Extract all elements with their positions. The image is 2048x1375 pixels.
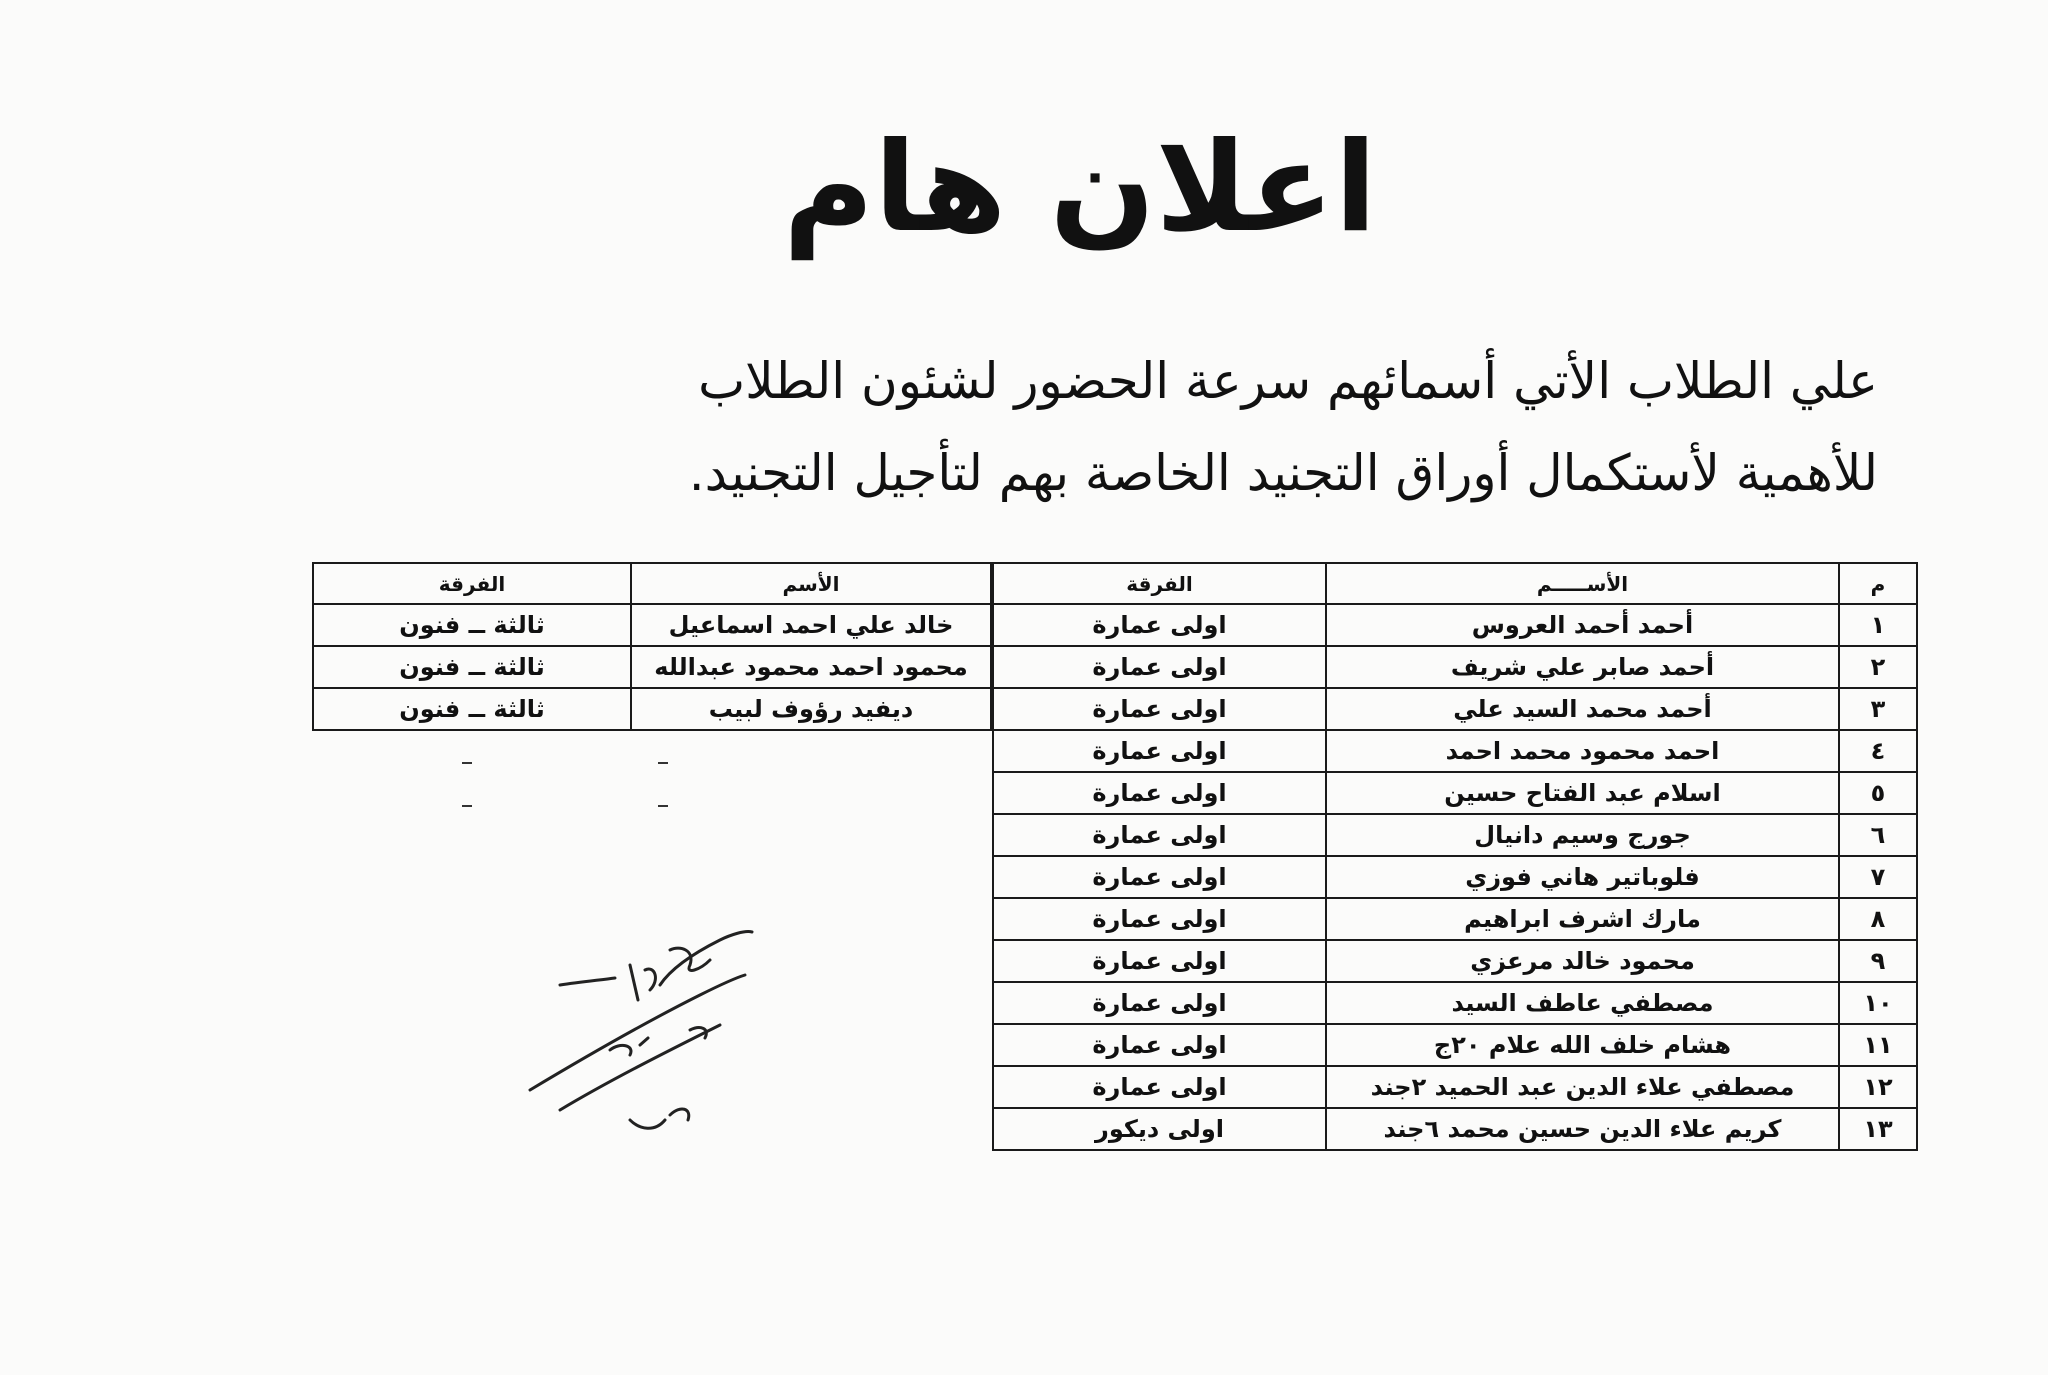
table-row (313, 646, 991, 688)
student-name: محمود احمد محمود عبدالله (631, 646, 991, 688)
announcement-title: اعلان هام (783, 116, 1377, 260)
student-name: مارك اشرف ابراهيم (1326, 898, 1839, 940)
student-division: اولى عمارة (993, 1066, 1326, 1108)
stray-mark (462, 805, 472, 807)
stray-mark (658, 805, 668, 807)
student-division: ثالثة ــ فنون (313, 688, 631, 730)
main-students-table (992, 562, 1918, 1151)
row-number: ٧ (1839, 856, 1917, 898)
header-name: الأسم (631, 563, 991, 604)
student-name: أحمد صابر علي شريف (1326, 646, 1839, 688)
student-division: اولى عمارة (993, 730, 1326, 772)
student-division: ثالثة ــ فنون (313, 646, 631, 688)
table-row (993, 814, 1917, 856)
student-name: مصطفي علاء الدين عبد الحميد ٢جند (1326, 1066, 1839, 1108)
table-row (993, 646, 1917, 688)
announcement-intro (318, 335, 1878, 519)
table-row (993, 688, 1917, 730)
student-name: مصطفي عاطف السيد (1326, 982, 1839, 1024)
table-row (993, 604, 1917, 646)
header-name: الأســـــم (1326, 563, 1839, 604)
table-row (993, 940, 1917, 982)
row-number: ٥ (1839, 772, 1917, 814)
student-division: اولى عمارة (993, 856, 1326, 898)
stray-mark (462, 762, 472, 764)
table-row (993, 856, 1917, 898)
student-division: اولى عمارة (993, 814, 1326, 856)
header-division: الفرقة (313, 563, 631, 604)
student-division: اولى عمارة (993, 1024, 1326, 1066)
table-row (313, 688, 991, 730)
table-row (993, 1108, 1917, 1150)
header-division: الفرقة (993, 563, 1326, 604)
table-row (313, 604, 991, 646)
student-division: اولى عمارة (993, 688, 1326, 730)
row-number: ١ (1839, 604, 1917, 646)
student-name: كريم علاء الدين حسين محمد ٦جند (1326, 1108, 1839, 1150)
header-num: م (1839, 563, 1917, 604)
row-number: ٣ (1839, 688, 1917, 730)
row-number: ٢ (1839, 646, 1917, 688)
table-row (993, 1024, 1917, 1066)
student-division: اولى عمارة (993, 646, 1326, 688)
handwritten-signature (520, 910, 780, 1150)
student-name: أحمد محمد السيد علي (1326, 688, 1839, 730)
row-number: ١٠ (1839, 982, 1917, 1024)
side-students-table (312, 562, 992, 731)
table-row (993, 730, 1917, 772)
student-name: هشام خلف الله علام ٢٠ج (1326, 1024, 1839, 1066)
intro-line-1: علي الطلاب الأتي أسمائهم سرعة الحضور لشئون الطلاب (698, 352, 1878, 410)
table-row (993, 1066, 1917, 1108)
row-number: ٦ (1839, 814, 1917, 856)
student-division: اولى عمارة (993, 982, 1326, 1024)
student-name: خالد علي احمد اسماعيل (631, 604, 991, 646)
student-division: اولى ديكور (993, 1108, 1326, 1150)
student-name: جورج وسيم دانيال (1326, 814, 1839, 856)
student-division: اولى عمارة (993, 898, 1326, 940)
student-name: احمد محمود محمد احمد (1326, 730, 1839, 772)
student-name: أحمد أحمد العروس (1326, 604, 1839, 646)
student-division: ثالثة ــ فنون (313, 604, 631, 646)
table-row (993, 982, 1917, 1024)
student-name: ديفيد رؤوف لبيب (631, 688, 991, 730)
student-name: فلوباتير هاني فوزي (1326, 856, 1839, 898)
row-number: ١٢ (1839, 1066, 1917, 1108)
table-row (993, 772, 1917, 814)
stray-mark (658, 762, 668, 764)
student-name: اسلام عبد الفتاح حسين (1326, 772, 1839, 814)
table-row (993, 898, 1917, 940)
student-division: اولى عمارة (993, 772, 1326, 814)
row-number: ٩ (1839, 940, 1917, 982)
student-division: اولى عمارة (993, 604, 1326, 646)
side-table-header-row (313, 563, 991, 604)
student-division: اولى عمارة (993, 940, 1326, 982)
row-number: ٤ (1839, 730, 1917, 772)
row-number: ١١ (1839, 1024, 1917, 1066)
row-number: ١٣ (1839, 1108, 1917, 1150)
intro-line-2: للأهمية لأستكمال أوراق التجنيد الخاصة بهم لتأجيل التجنيد. (688, 444, 1878, 502)
main-table-header-row (993, 563, 1917, 604)
row-number: ٨ (1839, 898, 1917, 940)
student-name: محمود خالد مرعزي (1326, 940, 1839, 982)
